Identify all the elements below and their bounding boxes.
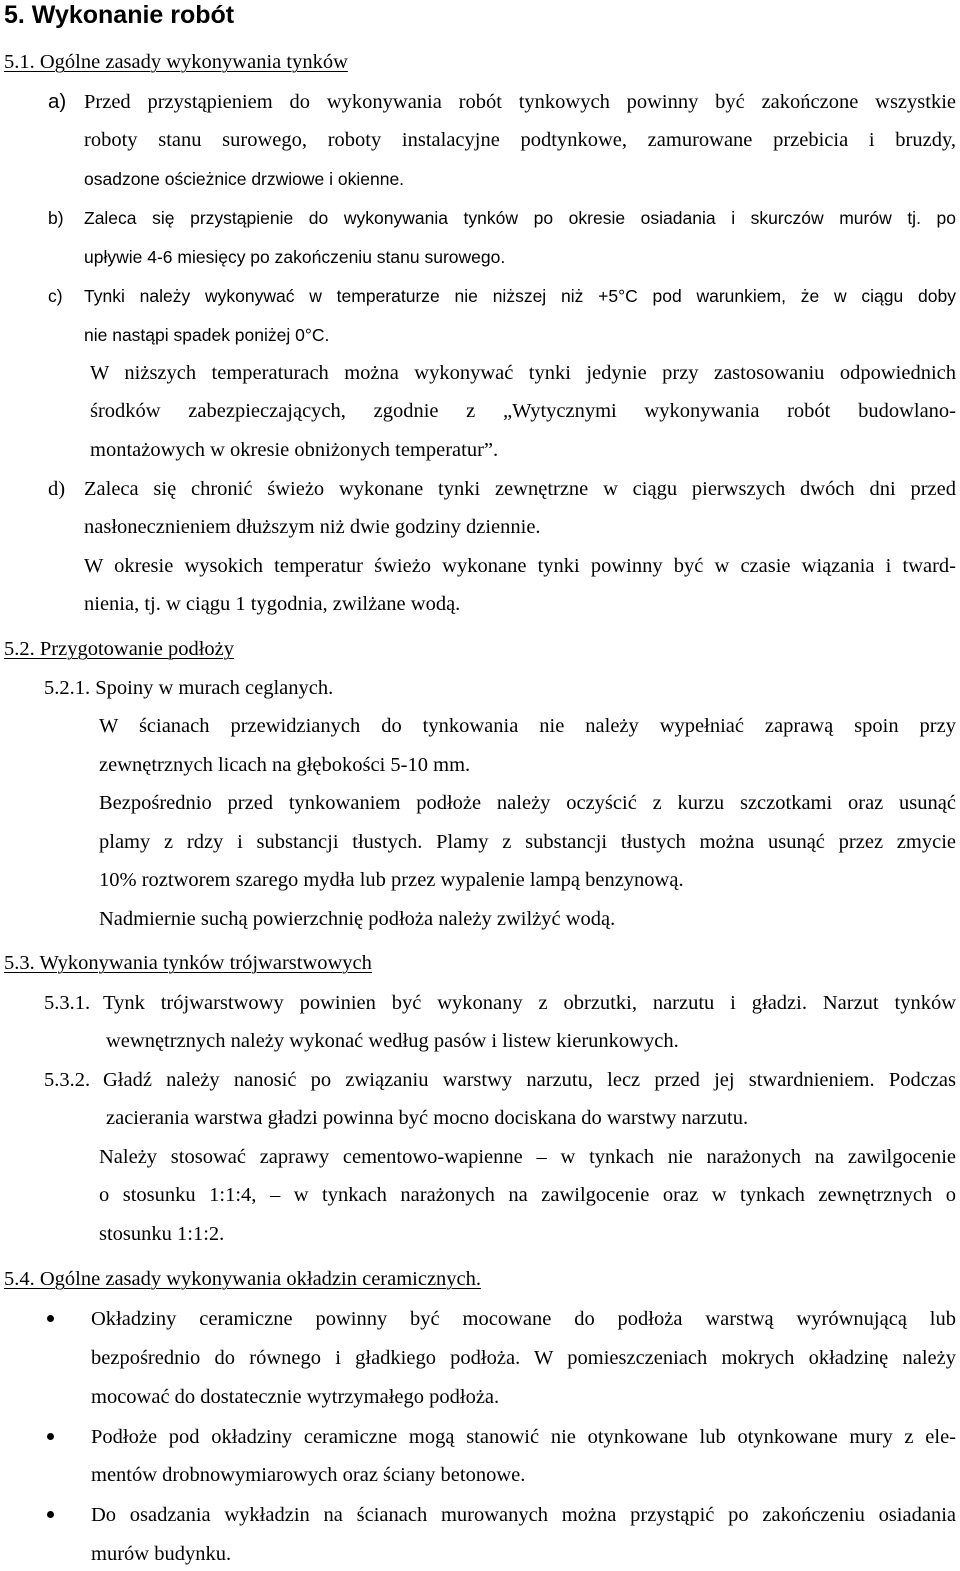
section-5-4-title: 5.4. Ogólne zasady wykonywania okładzin ceramicznych.	[4, 1268, 482, 1290]
subsection-5-3-2-number: 5.3.2.	[44, 1069, 91, 1091]
subsection-5-3-2-line-1: Gładź należy nanosić po związaniu warstwy narzutu, lecz przed jej stwardnieniem. Podczas	[103, 1069, 956, 1091]
subsection-5-3-1-number: 5.3.1.	[44, 992, 91, 1014]
item-d-note-line-2: nienia, tj. w ciągu 1 tygodnia, zwilżane wodą.	[84, 593, 461, 615]
section-heading: 5. Wykonanie robót	[4, 1, 235, 29]
section-5-1-title: 5.1. Ogólne zasady wykonywania tynków	[4, 51, 348, 73]
item-d-line-1: Zaleca się chronić świeżo wykonane tynki zewnętrzne w ciągu pierwszych dwóch dni przed	[84, 478, 956, 500]
section-5-3-title: 5.3. Wykonywania tynków trójwarstwowych	[4, 952, 372, 974]
item-c-note-line-1: W niższych temperaturach można wykonywać tynki jedynie przy zastosowaniu odpowiednich	[90, 362, 956, 384]
bullet-2-line-1: Podłoże pod okładziny ceramiczne mogą stanowić nie otynkowane lub otynkowane mury z ele-	[91, 1426, 956, 1448]
para-5-2-1-a-line-1: W ścianach przewidzianych do tynkowania nie należy wypełniać zaprawą spoin przy	[99, 715, 956, 737]
para-5-2-1-a-line-2: zewnętrznych licach na głębokości 5-10 mm.	[99, 754, 471, 776]
item-a-line-3: osadzone ościeżnice drzwiowe i okienne.	[84, 169, 405, 189]
item-a-marker: a)	[48, 90, 67, 113]
item-c-line-2: nie nastąpi spadek poniżej 0°C.	[84, 325, 330, 345]
subsection-5-3-1-line-1: Tynk trójwarstwowy powinien być wykonany z obrzutki, narzutu i gładzi. Narzut tynków	[103, 992, 956, 1014]
bullet-1-line-2: bezpośrednio do równego i gładkiego podłoża. W pomieszczeniach mokrych okładzinę należy	[91, 1347, 956, 1369]
bullet-3-line-1: Do osadzania wykładzin na ścianach murowanych można przystąpić po zakończeniu osiadania	[91, 1504, 956, 1526]
item-c-marker: c)	[48, 286, 63, 306]
section-5-2-title: 5.2. Przygotowanie podłoży	[4, 638, 235, 660]
para-5-2-1-c: Nadmiernie suchą powierzchnię podłoża należy zwilżyć wodą.	[99, 908, 616, 930]
para-5-2-1-b-line-3: 10% roztworem szarego mydła lub przez wypalenie lampą benzynową.	[99, 869, 684, 891]
bullet-1-line-1: Okładziny ceramiczne powinny być mocowane do podłoża warstwą wyrównującą lub	[91, 1308, 956, 1330]
item-d-note-line-1: W okresie wysokich temperatur świeżo wykonane tynki powinny być w czasie wiązania i tward-	[84, 555, 956, 577]
subsection-5-3-2-note-line-2: o stosunku 1:1:4, – w tynkach narażonych na zawilgocenie oraz w tynkach zewnętrznych o	[99, 1184, 956, 1206]
item-c-note-line-2: środków zabezpieczających, zgodnie z „Wytycznymi wykonywania robót budowlano-	[90, 400, 956, 422]
subsection-5-3-2-note-line-1: Należy stosować zaprawy cementowo-wapienne – w tynkach nie narażonych na zawilgocenie	[99, 1146, 956, 1168]
item-d-line-2: nasłonecznieniem dłuższym niż dwie godziny dziennie.	[84, 516, 541, 538]
item-a-line-1: Przed przystąpieniem do wykonywania robót tynkowych powinny być zakończone wszystkie	[84, 91, 956, 113]
subsection-5-3-2-note-line-3: stosunku 1:1:2.	[99, 1223, 225, 1245]
item-b-marker: b)	[48, 208, 64, 228]
item-b-line-1: Zaleca się przystąpienie do wykonywania tynków po okresie osiadania i skurczów murów tj. po	[84, 208, 956, 228]
para-5-2-1-b-line-2: plamy z rdzy i substancji tłustych. Plamy z substancji tłustych można usunąć przez zmycie	[99, 831, 956, 853]
bullet-2-line-2: mentów drobnowymiarowych oraz ściany betonowe.	[91, 1464, 526, 1486]
subsection-5-2-1-title: 5.2.1. Spoiny w murach ceglanych.	[44, 677, 334, 699]
subsection-5-3-1-line-2: wewnętrznych należy wykonać według pasów i listew kierunkowych.	[106, 1030, 679, 1052]
item-d-marker: d)	[48, 478, 66, 500]
item-c-note-line-3: montażowych w okresie obniżonych temperatur”.	[90, 439, 499, 461]
item-a-line-2: roboty stanu surowego, roboty instalacyjne podtynkowe, zamurowane przebicia i bruzdy,	[84, 129, 956, 151]
bullet-3-line-2: murów budynku.	[91, 1543, 232, 1565]
bullet-1-line-3: mocować do dostatecznie wytrzymałego podłoża.	[91, 1386, 500, 1408]
bullet-icon	[47, 1433, 54, 1440]
item-c-line-1: Tynki należy wykonywać w temperaturze nie niższej niż +5°C pod warunkiem, że w ciągu doby	[84, 286, 956, 306]
item-b-line-2: upływie 4-6 miesięcy po zakończeniu stanu surowego.	[84, 247, 506, 267]
bullet-icon	[47, 1511, 54, 1518]
subsection-5-3-2-line-2: zacierania warstwa gładzi powinna być mocno dociskana do warstwy narzutu.	[106, 1107, 749, 1129]
para-5-2-1-b-line-1: Bezpośrednio przed tynkowaniem podłoże należy oczyścić z kurzu szczotkami oraz usunąć	[99, 792, 956, 814]
bullet-icon	[47, 1315, 54, 1322]
